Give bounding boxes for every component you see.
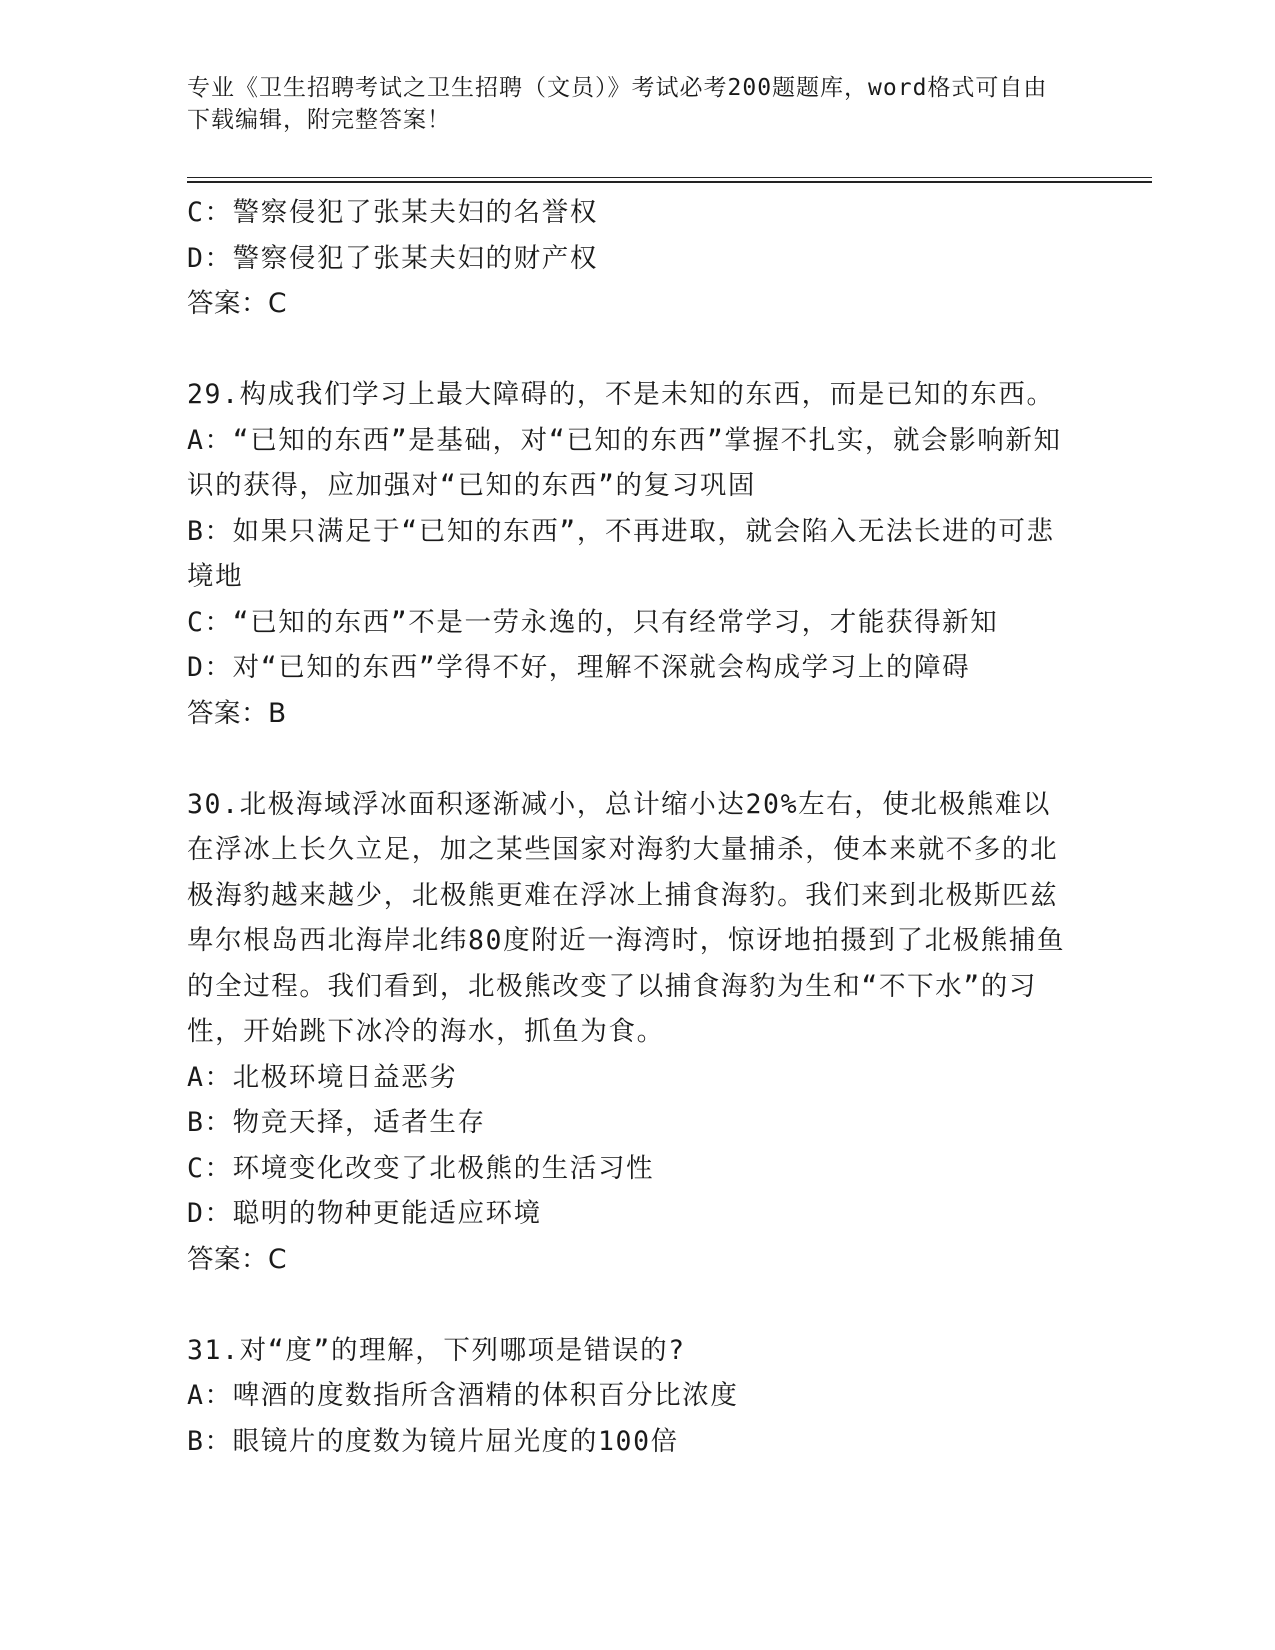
option-b: B：物竞天择，适者生存 bbox=[187, 1107, 486, 1138]
header-divider-thin bbox=[187, 177, 1152, 178]
option-c: C：“已知的东西”不是一劳永逸的，只有经常学习，才能获得新知 bbox=[187, 606, 999, 638]
answer-line: 答案：C bbox=[187, 1243, 288, 1275]
option-a: A：啤酒的度数指所含酒精的体积百分比浓度 bbox=[187, 1380, 739, 1411]
question-content bbox=[187, 190, 1077, 1464]
question-30 bbox=[187, 782, 1077, 1283]
question-text: 29.构成我们学习上最大障碍的，不是未知的东西，而是已知的东西。 bbox=[187, 379, 1055, 410]
question-31 bbox=[187, 1328, 1077, 1465]
option-d: D：聪明的物种更能适应环境 bbox=[187, 1198, 542, 1229]
question-text: 30.北极海域浮冰面积逐渐减小，总计缩小达20%左右，使北极熊难以在浮冰上长久立足，加之某些国家对海豹大量捕杀，使本来就不多的北极海豹越来越少，北极熊更难在浮冰上捕食海豹。我们来到北极斯匹兹卑尔根岛西北海岸北纬80度附近一海湾时，惊讶地拍摄到了北极熊捕鱼的全过程。我们看到，北极熊改变了以捕食海豹为生和“不下水”的习性，开始跳下冰冷的海水，抓鱼为食。 bbox=[187, 788, 1066, 1047]
previous-question-tail bbox=[187, 190, 1077, 327]
spacer bbox=[187, 1282, 1077, 1328]
question-text: 31.对“度”的理解，下列哪项是错误的? bbox=[187, 1334, 686, 1366]
document-header bbox=[187, 72, 1067, 136]
option-a: A：“已知的东西”是基础，对“已知的东西”掌握不扎实，就会影响新知识的获得，应加强对“已知的东西”的复习巩固 bbox=[187, 424, 1062, 501]
answer-line: 答案：C bbox=[187, 288, 288, 319]
option-d: D：警察侵犯了张某夫妇的财产权 bbox=[187, 242, 598, 274]
option-b: B：眼镜片的度数为镜片屈光度的100倍 bbox=[187, 1425, 679, 1457]
spacer bbox=[187, 327, 1077, 373]
option-b: B：如果只满足于“已知的东西”，不再进取，就会陷入无法长进的可悲境地 bbox=[187, 515, 1055, 592]
option-c: C：环境变化改变了北极熊的生活习性 bbox=[187, 1152, 655, 1184]
option-a: A：北极环境日益恶劣 bbox=[187, 1061, 458, 1093]
answer-line: 答案：B bbox=[187, 697, 287, 729]
header-text: 专业《卫生招聘考试之卫生招聘（文员）》考试必考200题题库，word格式可自由下载编辑，附完整答案！ bbox=[187, 75, 1048, 133]
option-c: C：警察侵犯了张某夫妇的名誉权 bbox=[187, 197, 598, 228]
question-29 bbox=[187, 372, 1077, 736]
option-d: D：对“已知的东西”学得不好，理解不深就会构成学习上的障碍 bbox=[187, 652, 971, 683]
header-divider-thick bbox=[187, 181, 1152, 183]
spacer bbox=[187, 736, 1077, 782]
